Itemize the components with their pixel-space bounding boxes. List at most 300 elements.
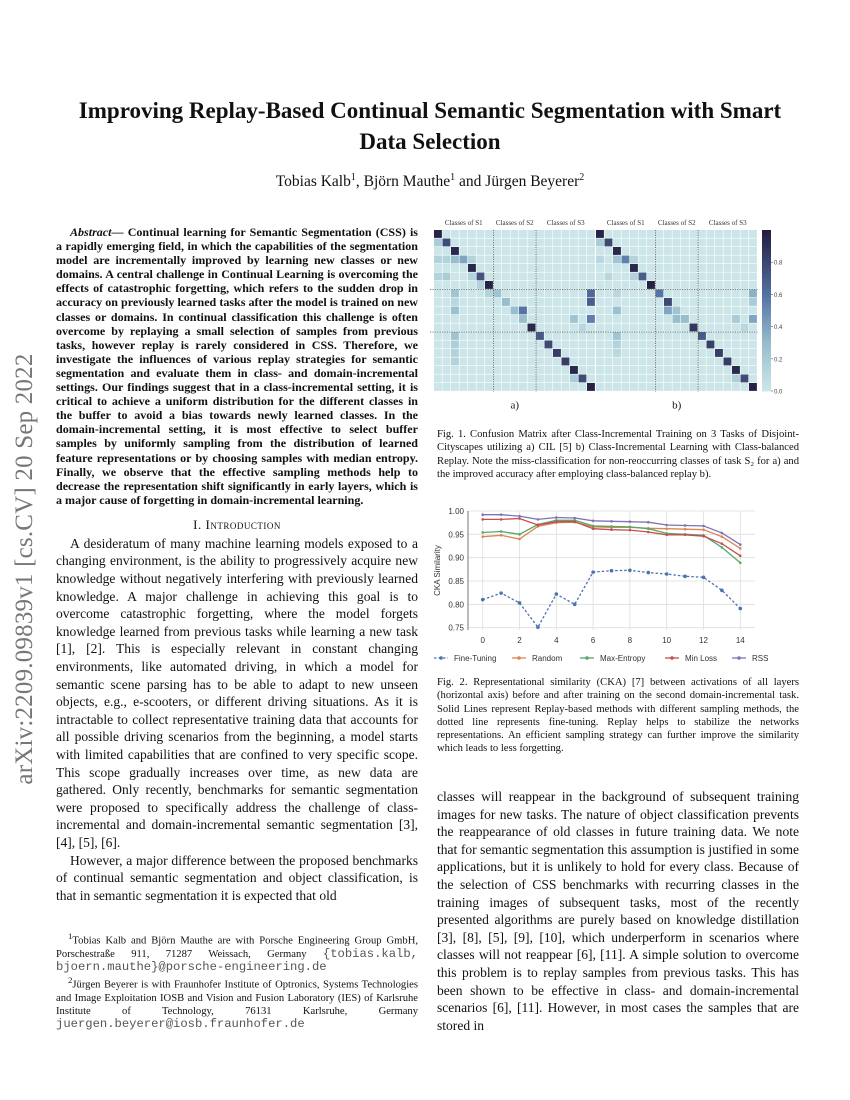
heatmap-cell [664, 290, 672, 298]
heatmap-cell [468, 247, 476, 255]
heatmap-cell [434, 366, 442, 374]
heatmap-cell [741, 230, 749, 238]
heatmap-cell [451, 383, 459, 391]
heatmap-cell [528, 366, 536, 374]
y-tick-label: 0.80 [448, 600, 464, 610]
heatmap-cell [673, 247, 681, 255]
heatmap-cell [545, 247, 553, 255]
heatmap-cell [673, 273, 681, 281]
data-point [610, 569, 614, 573]
heatmap-cell [502, 281, 510, 289]
heatmap-cell [698, 349, 706, 357]
heatmap-cell [477, 349, 485, 357]
heatmap-cell [749, 230, 757, 238]
heatmap-cell [528, 307, 536, 315]
heatmap-cell [656, 358, 664, 366]
heatmap-cell [741, 264, 749, 272]
heatmap-cell [639, 264, 647, 272]
heatmap-cell [502, 383, 510, 391]
heatmap-cell [451, 298, 459, 306]
colorbar-segment [762, 249, 771, 252]
data-point [647, 521, 650, 524]
heatmap-cell [443, 281, 451, 289]
heatmap-cell [536, 383, 544, 391]
heatmap-cell [690, 290, 698, 298]
heatmap-cell [605, 239, 613, 247]
heatmap-cell [596, 375, 604, 383]
heatmap-cell [673, 298, 681, 306]
heatmap-cell [468, 341, 476, 349]
colorbar-segment [762, 367, 771, 370]
heatmap-cell [724, 273, 732, 281]
heatmap-cell [494, 264, 502, 272]
heatmap-cell [664, 383, 672, 391]
heatmap-cell [749, 307, 757, 315]
heatmap-cell [656, 315, 664, 323]
data-point [739, 562, 742, 565]
heatmap-cell [724, 366, 732, 374]
heatmap-cell [681, 332, 689, 340]
heatmap-cell [443, 349, 451, 357]
heatmap-cell [494, 349, 502, 357]
heatmap-cell [485, 230, 493, 238]
heatmap-cell [596, 239, 604, 247]
heatmap-cell [647, 264, 655, 272]
heatmap-cell [519, 290, 527, 298]
heatmap-cell [613, 358, 621, 366]
heatmap-cell [570, 281, 578, 289]
x-tick-label: 8 [627, 636, 633, 645]
heatmap-cell [587, 324, 595, 332]
heatmap-cell [681, 358, 689, 366]
heatmap-cell [570, 256, 578, 264]
data-point [573, 520, 576, 523]
data-point [592, 520, 595, 523]
heatmap-cell [443, 307, 451, 315]
colorbar-segment [762, 356, 771, 359]
heatmap-cell [673, 315, 681, 323]
x-tick-label: 12 [699, 636, 708, 645]
heatmap-cell [647, 383, 655, 391]
heatmap-cell [707, 358, 715, 366]
heatmap-cell [596, 281, 604, 289]
heatmap-cell [656, 307, 664, 315]
figure-1-caption: Fig. 1. Confusion Matrix after Class-Incremental Training on 3 Tasks of Disjoint-Cityscapes utilizing a) CIL [5] b) Class-Incremental Learning with Class-balanced Replay. Note the miss-classification for non-reoccurring classes of task S₂ for a) and the improved accuracy after employing class-balanced replay b). [437, 429, 799, 480]
heatmap-cell [698, 264, 706, 272]
heatmap-cell [528, 290, 536, 298]
colorbar-segment [762, 260, 771, 263]
heatmap-cell [707, 264, 715, 272]
heatmap-cell [622, 290, 630, 298]
heatmap-cell [613, 298, 621, 306]
heatmap-cell [477, 324, 485, 332]
heatmap-cell [724, 383, 732, 391]
data-point [665, 534, 668, 537]
heatmap-cell [511, 307, 519, 315]
heatmap-cell [639, 332, 647, 340]
heatmap-cell [724, 298, 732, 306]
heatmap-cell [605, 375, 613, 383]
data-point [629, 520, 632, 523]
heatmap-cell [511, 256, 519, 264]
heatmap-cell [673, 324, 681, 332]
heatmap-cell [605, 383, 613, 391]
heatmap-cell [656, 383, 664, 391]
heatmap-cell [639, 349, 647, 357]
heatmap-cell [502, 332, 510, 340]
heatmap-cell [715, 264, 723, 272]
heatmap-cell [681, 315, 689, 323]
heatmap-cell [511, 349, 519, 357]
heatmap-cell [451, 247, 459, 255]
heatmap-cell [562, 298, 570, 306]
heatmap-cell [664, 239, 672, 247]
heatmap-cell [707, 239, 715, 247]
legend [434, 654, 768, 663]
heatmap-cell [451, 341, 459, 349]
heatmap-cell [511, 383, 519, 391]
heatmap-cell [434, 341, 442, 349]
paper-title: Improving Replay-Based Continual Semantic Segmentation with Smart Data Selection [78, 98, 782, 154]
heatmap-cell [673, 366, 681, 374]
heatmap-cell [519, 349, 527, 357]
heatmap-cell [673, 375, 681, 383]
heatmap-cell [468, 239, 476, 247]
heatmap-cell [536, 349, 544, 357]
heatmap-cell [647, 298, 655, 306]
heatmap-cell [741, 324, 749, 332]
heatmap-cell [434, 358, 442, 366]
heatmap-cell [630, 315, 638, 323]
data-point [536, 625, 540, 629]
heatmap-cell [605, 358, 613, 366]
colorbar-segment [762, 230, 771, 233]
heatmap-cell [605, 332, 613, 340]
heatmap-cell [485, 290, 493, 298]
heatmap-cell [605, 230, 613, 238]
heatmap-cell [502, 256, 510, 264]
heatmap-cell [570, 375, 578, 383]
heatmap-cell [536, 290, 544, 298]
heatmap-cell [443, 273, 451, 281]
heatmap-cell [460, 230, 468, 238]
heatmap-cell [528, 315, 536, 323]
heatmap-cell [511, 247, 519, 255]
data-point [481, 598, 485, 602]
heatmap-cell [451, 264, 459, 272]
heatmap-cell [639, 247, 647, 255]
heatmap-cell [596, 273, 604, 281]
heatmap-cell [749, 256, 757, 264]
heatmap-cell [613, 383, 621, 391]
heatmap-cell [698, 324, 706, 332]
heatmap-cell [630, 366, 638, 374]
heatmap-cell [622, 315, 630, 323]
email-link[interactable]: {tobias.kalb, bjoern.mauthe}@porsche-engineering.de [56, 946, 418, 974]
heatmap-cell [673, 358, 681, 366]
colorbar-segment [762, 235, 771, 238]
heatmap-cell [570, 290, 578, 298]
heatmap-cell [596, 366, 604, 374]
heatmap-cell [715, 239, 723, 247]
heatmap-cell [562, 290, 570, 298]
heatmap-cell [681, 230, 689, 238]
heatmap-cell [468, 264, 476, 272]
heatmap-cell [579, 307, 587, 315]
heatmap-cell [664, 230, 672, 238]
heatmap-cell [528, 324, 536, 332]
heatmap-cell [443, 324, 451, 332]
heatmap-cell [587, 281, 595, 289]
heatmap-cell [468, 383, 476, 391]
heatmap-cell [502, 349, 510, 357]
group-label: Classes of S1 [606, 219, 645, 227]
colorbar-segment [762, 292, 771, 295]
heatmap-cell [622, 349, 630, 357]
heatmap-cell [553, 315, 561, 323]
heatmap-cell [511, 315, 519, 323]
heatmap-cell [681, 281, 689, 289]
heatmap-cell [698, 358, 706, 366]
heatmap-cell [460, 307, 468, 315]
heatmap-cell [468, 273, 476, 281]
heatmap-cell [596, 298, 604, 306]
heatmap-cell [536, 307, 544, 315]
heatmap-cell [460, 341, 468, 349]
heatmap-cell [613, 324, 621, 332]
heatmap-cell [451, 256, 459, 264]
heatmap-cell [545, 290, 553, 298]
heatmap-cell [724, 324, 732, 332]
heatmap-cell [451, 239, 459, 247]
heatmap-cell [664, 375, 672, 383]
heatmap-cell [468, 349, 476, 357]
heatmap-cell [647, 358, 655, 366]
heatmap-cell [630, 375, 638, 383]
heatmap-cell [494, 256, 502, 264]
legend-swatch-marker [670, 656, 674, 660]
heatmap-cell [732, 264, 740, 272]
heatmap-cell [443, 358, 451, 366]
heatmap-cell [715, 281, 723, 289]
heatmap-cell [749, 281, 757, 289]
heatmap-cell [553, 375, 561, 383]
heatmap-cell [443, 315, 451, 323]
heatmap-cell [690, 247, 698, 255]
heatmap-cell [443, 230, 451, 238]
data-point [592, 525, 595, 528]
heatmap-cell [451, 290, 459, 298]
heatmap-cell [536, 247, 544, 255]
abstract [56, 225, 418, 507]
heatmap-cell [587, 256, 595, 264]
heatmap-cell [647, 315, 655, 323]
heatmap-cell [519, 324, 527, 332]
heatmap-cell [698, 239, 706, 247]
heatmap-cell [545, 230, 553, 238]
colorbar-segment [762, 329, 771, 332]
heatmap-cell [519, 247, 527, 255]
heatmap-cell [715, 375, 723, 383]
heatmap-cell [596, 256, 604, 264]
heatmap-cell [562, 230, 570, 238]
heatmap-cell [553, 366, 561, 374]
heatmap-cell [485, 375, 493, 383]
heatmap-cell [477, 230, 485, 238]
heatmap-cell [664, 366, 672, 374]
heatmap-cell [724, 315, 732, 323]
heatmap-cell [613, 375, 621, 383]
heatmap-cell [732, 256, 740, 264]
y-axis-label: CKA Similarity [433, 545, 442, 596]
heatmap-cell [647, 375, 655, 383]
abstract-dash: — [111, 225, 128, 239]
heatmap-cell [579, 230, 587, 238]
data-point [537, 518, 540, 521]
heatmap-cell [605, 256, 613, 264]
confusion-matrix-figure [430, 214, 790, 414]
heatmap-cell [639, 358, 647, 366]
heatmap-cell [656, 298, 664, 306]
heatmap-cell [681, 290, 689, 298]
colorbar-segment [762, 386, 771, 389]
heatmap-cell [562, 375, 570, 383]
heatmap-cell [562, 247, 570, 255]
heatmap-cell [579, 332, 587, 340]
heatmap-cell [673, 383, 681, 391]
heatmap-cell [570, 307, 578, 315]
heatmap-cell [749, 332, 757, 340]
heatmap-cell [741, 247, 749, 255]
heatmap-cell [715, 256, 723, 264]
heatmap-cell [511, 273, 519, 281]
group-label: Classes of S2 [495, 219, 534, 227]
heatmap-cell [528, 358, 536, 366]
legend-swatch-marker [517, 656, 521, 660]
heatmap-cell [605, 324, 613, 332]
heatmap-cell [451, 332, 459, 340]
heatmap-cell [698, 230, 706, 238]
heatmap-cell [502, 324, 510, 332]
heatmap-cell [639, 239, 647, 247]
heatmap-cell [579, 383, 587, 391]
colorbar-segment [762, 345, 771, 348]
heatmap-cell [613, 247, 621, 255]
heatmap-cell [485, 341, 493, 349]
heatmap-cell [605, 273, 613, 281]
heatmap-cell [587, 315, 595, 323]
heatmap-cell [732, 349, 740, 357]
heatmap-cell [656, 247, 664, 255]
heatmap-cell [698, 315, 706, 323]
heatmap-cell [443, 239, 451, 247]
data-point [555, 516, 558, 519]
heatmap-cell [553, 341, 561, 349]
colorbar-segment [762, 321, 771, 324]
colorbar-segment [762, 370, 771, 373]
heatmap-cell [443, 366, 451, 374]
heatmap-cell [528, 264, 536, 272]
heatmap-cell [545, 256, 553, 264]
data-point [684, 528, 687, 531]
heatmap-cell [587, 332, 595, 340]
heatmap-cell [562, 256, 570, 264]
heatmap-cell [502, 230, 510, 238]
colorbar-segment [762, 278, 771, 281]
heatmap-cell [656, 256, 664, 264]
heatmap-cell [732, 324, 740, 332]
data-point [702, 535, 705, 538]
heatmap-cell [434, 298, 442, 306]
cka-line-chart [430, 505, 800, 670]
heatmap-cell [477, 332, 485, 340]
heatmap-cell [485, 256, 493, 264]
heatmap-cell [605, 290, 613, 298]
heatmap-cell [545, 375, 553, 383]
heatmap-cell [698, 341, 706, 349]
heatmap-cell [698, 307, 706, 315]
data-point [518, 538, 521, 541]
heatmap-cell [434, 324, 442, 332]
data-point [592, 527, 595, 530]
heatmap-cell [605, 307, 613, 315]
heatmap-cell [468, 307, 476, 315]
heatmap-cell [613, 307, 621, 315]
heatmap-cell [673, 281, 681, 289]
heatmap-cell [732, 315, 740, 323]
heatmap-cell [605, 341, 613, 349]
heatmap-cell [502, 315, 510, 323]
heatmap-cell [494, 375, 502, 383]
heatmap-cell [528, 239, 536, 247]
colorbar-tick-label: 0.0 [774, 389, 783, 396]
colorbar-segment [762, 364, 771, 367]
heatmap-cell [579, 366, 587, 374]
heatmap-cell [605, 315, 613, 323]
heatmap-cell [434, 239, 442, 247]
heatmap-cell [468, 256, 476, 264]
email-link[interactable]: juergen.beyerer@iosb.fraunhofer.de [56, 1017, 305, 1032]
heatmap-cell [639, 273, 647, 281]
heatmap-cell [732, 281, 740, 289]
heatmap-cell [630, 307, 638, 315]
data-point [610, 525, 613, 528]
data-point [518, 601, 522, 605]
colorbar-segment [762, 308, 771, 311]
heatmap-cell [613, 239, 621, 247]
heatmap-cell [545, 264, 553, 272]
heatmap-cell [553, 307, 561, 315]
colorbar-segment [762, 348, 771, 351]
heatmap-cell [639, 281, 647, 289]
heatmap-cell [715, 349, 723, 357]
data-point [665, 572, 669, 576]
heatmap-cell [715, 332, 723, 340]
heatmap-cell [562, 307, 570, 315]
heatmap-cell [587, 239, 595, 247]
colorbar-segment [762, 359, 771, 362]
y-tick-label: 1.00 [448, 507, 464, 516]
heatmap-cell [749, 315, 757, 323]
heatmap-cell [528, 383, 536, 391]
heatmap-cell [434, 230, 442, 238]
heatmap-cell [460, 349, 468, 357]
heatmap-cell [656, 349, 664, 357]
data-point [739, 547, 742, 550]
heatmap-cell [622, 239, 630, 247]
heatmap-cell [485, 307, 493, 315]
data-point [647, 527, 650, 530]
